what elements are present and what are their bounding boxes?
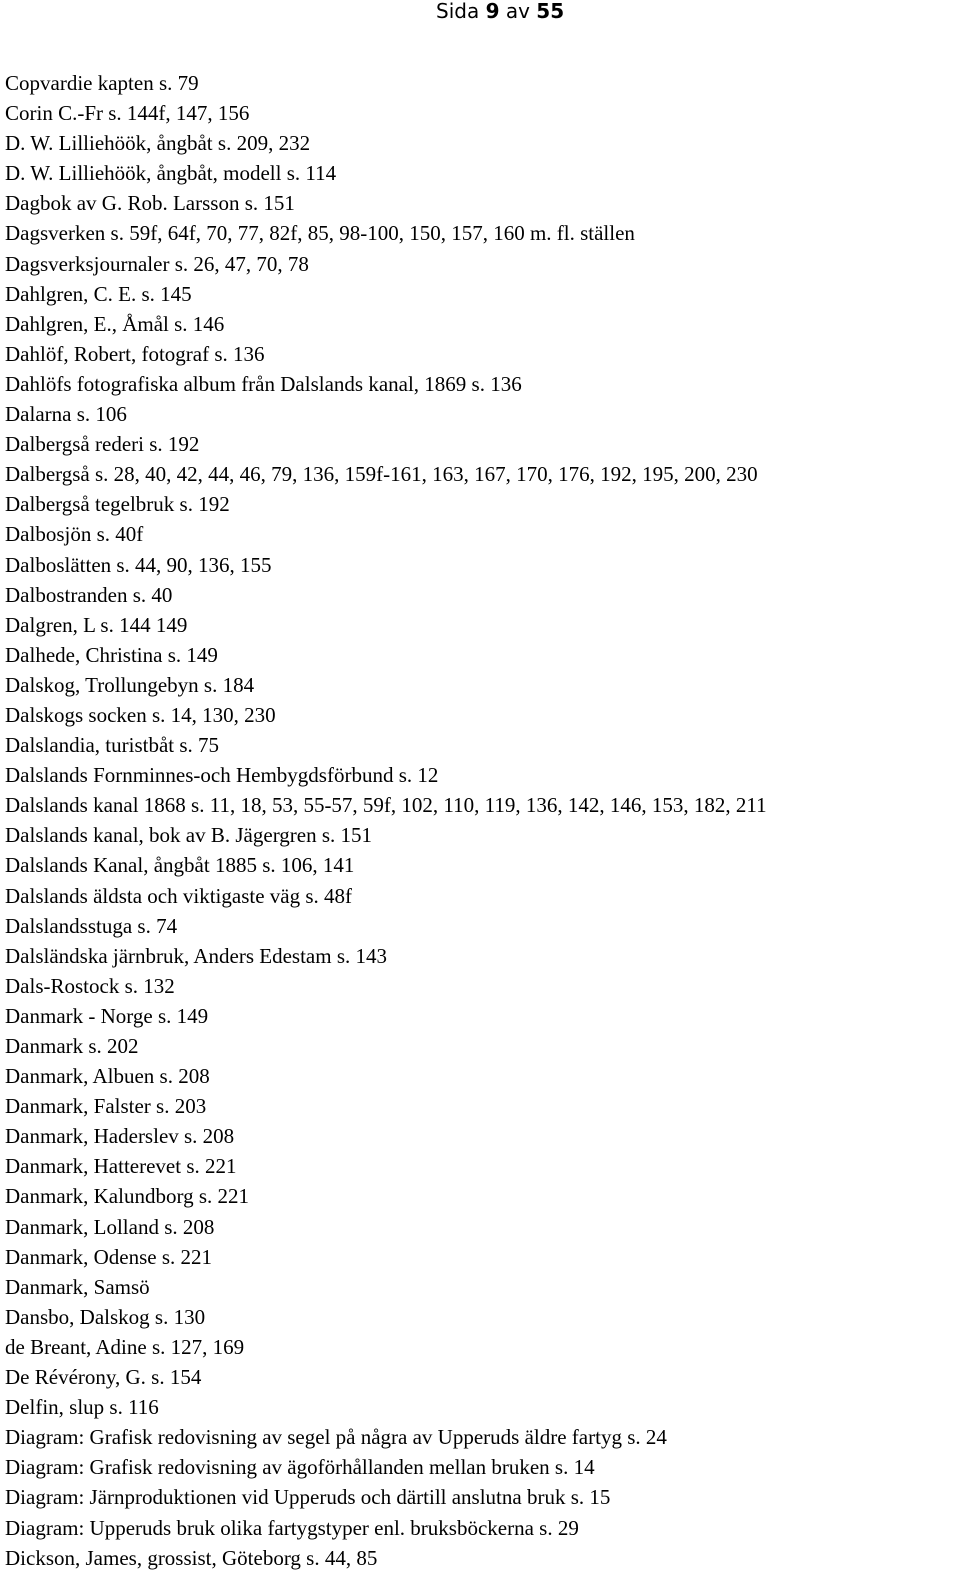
index-entry: Dalskog, Trollungebyn s. 184 <box>5 672 255 697</box>
index-entry: Dalhede, Christina s. 149 <box>5 642 218 667</box>
index-entry: Danmark, Hatterevet s. 221 <box>5 1154 237 1179</box>
index-entry: Danmark, Albuen s. 208 <box>5 1064 210 1089</box>
index-entry: Dagsverken s. 59f, 64f, 70, 77, 82f, 85, 98-100, 150, 157, 160 m. fl. ställen <box>5 221 635 246</box>
index-entry: De Révérony, G. s. 154 <box>5 1365 202 1390</box>
index-entry: Dahlöf, Robert, fotograf s. 136 <box>5 341 265 366</box>
index-entry: Dahlgren, C. E. s. 145 <box>5 281 192 306</box>
page-indicator <box>436 0 564 22</box>
index-entry: D. W. Lilliehöök, ångbåt s. 209, 232 <box>5 131 311 156</box>
index-entry: Dalbostranden s. 40 <box>5 582 173 607</box>
page-label: Sida <box>436 0 480 23</box>
index-entry: Danmark - Norge s. 149 <box>5 1003 209 1028</box>
index-entry: Dansbo, Dalskog s. 130 <box>5 1304 206 1329</box>
index-entry: Dahlöfs fotografiska album från Dalslands kanal, 1869 s. 136 <box>5 371 522 396</box>
index-entry: Danmark, Kalundborg s. 221 <box>5 1184 249 1209</box>
index-entry: Corin C.-Fr s. 144f, 147, 156 <box>5 101 250 126</box>
index-entry: Dalslandsstuga s. 74 <box>5 913 178 938</box>
total-pages-number: 55 <box>536 0 565 23</box>
index-entry: Danmark, Odense s. 221 <box>5 1244 213 1269</box>
index-entry: Diagram: Grafisk redovisning av segel på några av Upperuds äldre fartyg s. 24 <box>5 1425 667 1450</box>
index-entry: Diagram: Upperuds bruk olika fartygstyper enl. bruksböckerna s. 29 <box>5 1515 579 1540</box>
index-entry: Dalboslätten s. 44, 90, 136, 155 <box>5 552 272 577</box>
index-entry: Copvardie kapten s. 79 <box>5 71 199 95</box>
index-entry: Dalbergså rederi s. 192 <box>5 432 200 457</box>
index-entry: Dalslands äldsta och viktigaste väg s. 48f <box>5 883 353 908</box>
index-entry: Dalslands Kanal, ångbåt 1885 s. 106, 141 <box>5 853 355 878</box>
index-entry: Danmark, Lolland s. 208 <box>5 1214 215 1239</box>
index-entry: Danmark, Samsö <box>5 1274 150 1299</box>
index-entry: Dalskogs socken s. 14, 130, 230 <box>5 702 276 727</box>
index-entry: Dalslands kanal, bok av B. Jägergren s. 151 <box>5 823 373 848</box>
index-entry: Dalbosjön s. 40f <box>5 522 144 547</box>
index-entry: Dalgren, L s. 144 149 <box>5 612 188 637</box>
page-header <box>0 0 960 26</box>
index-entry: Dalsländska järnbruk, Anders Edestam s. 143 <box>5 943 388 968</box>
index-entry: Dals-Rostock s. 132 <box>5 973 175 998</box>
index-entry: Diagram: Järnproduktionen vid Upperuds och därtill anslutna bruk s. 15 <box>5 1485 611 1510</box>
index-entry: Dagsverksjournaler s. 26, 47, 70, 78 <box>5 251 309 276</box>
index-entry: Dalbergså tegelbruk s. 192 <box>5 492 230 517</box>
page-separator: av <box>505 0 530 23</box>
index-entry: Dalslandia, turistbåt s. 75 <box>5 733 220 758</box>
index-entry: Dickson, James, grossist, Göteborg s. 44, 85 <box>5 1545 378 1570</box>
index-entry: D. W. Lilliehöök, ångbåt, modell s. 114 <box>5 161 337 186</box>
index-entry: Delfin, slup s. 116 <box>5 1395 159 1420</box>
index-entry: Danmark, Falster s. 203 <box>5 1094 207 1119</box>
index-entry: Dalbergså s. 28, 40, 42, 44, 46, 79, 136, 159f-161, 163, 167, 170, 176, 192, 195, 200, 230 <box>5 462 758 487</box>
index-entry-list <box>5 68 955 1573</box>
current-page-number: 9 <box>485 0 500 23</box>
index-entry: Dalslands Fornminnes-och Hembygdsförbund s. 12 <box>5 763 439 788</box>
index-entry: Danmark s. 202 <box>5 1034 139 1058</box>
index-entry: Dalslands kanal 1868 s. 11, 18, 53, 55-57, 59f, 102, 110, 119, 136, 142, 146, 153, 182, 211 <box>5 793 767 818</box>
index-entry: Danmark, Haderslev s. 208 <box>5 1124 235 1149</box>
index-entry: Dahlgren, E., Åmål s. 146 <box>5 311 225 336</box>
index-entry: de Breant, Adine s. 127, 169 <box>5 1334 245 1359</box>
index-entry: Diagram: Grafisk redovisning av ägoförhållanden mellan bruken s. 14 <box>5 1455 595 1480</box>
index-entry: Dagbok av G. Rob. Larsson s. 151 <box>5 191 295 216</box>
index-entry: Dalarna s. 106 <box>5 402 127 427</box>
